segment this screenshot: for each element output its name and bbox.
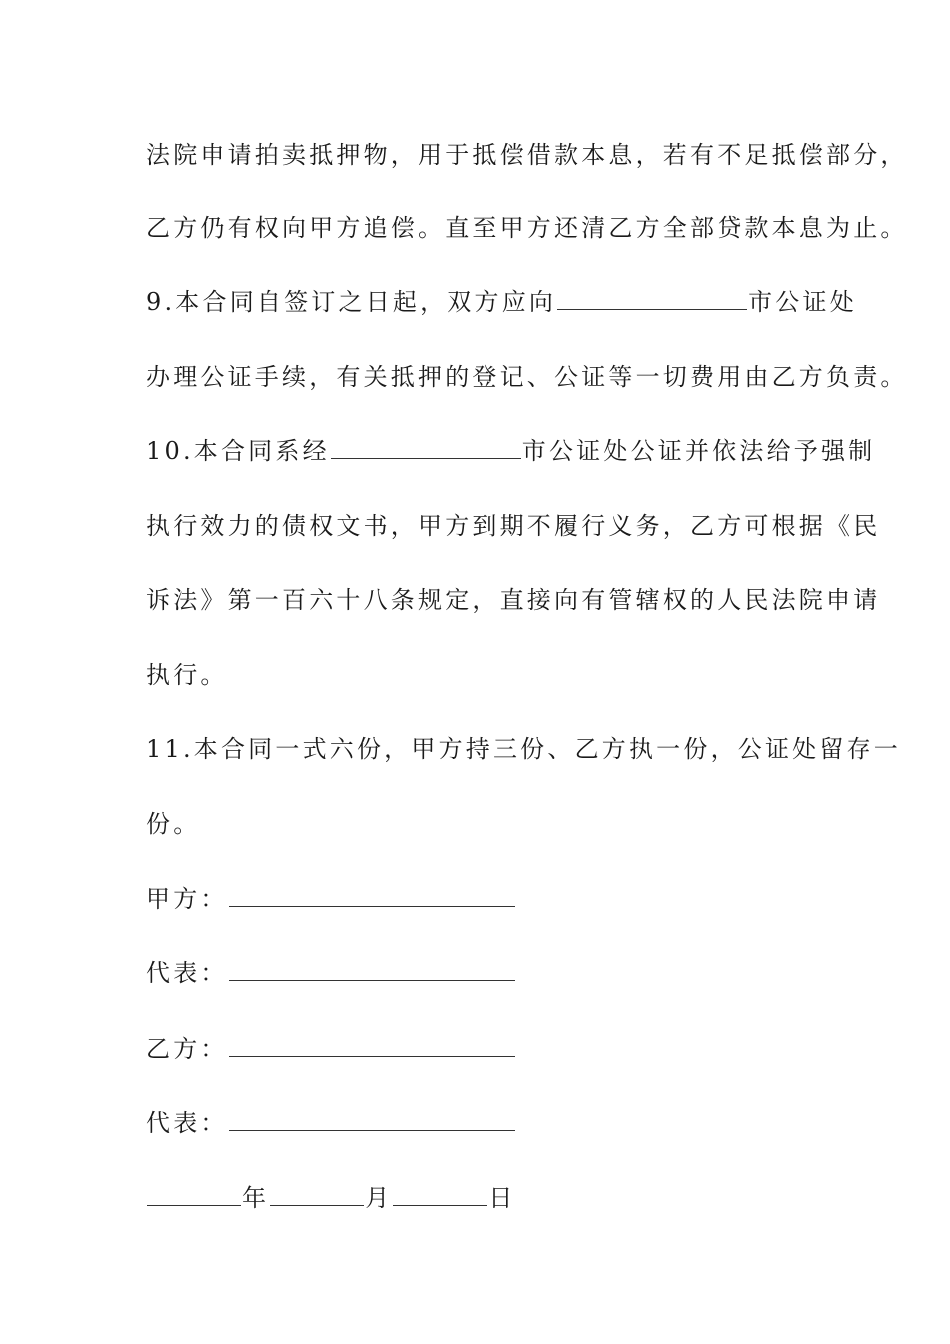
month-label: 月 (365, 1184, 393, 1212)
clause10-line1 (146, 436, 875, 466)
day-blank[interactable] (393, 1183, 487, 1206)
year-label: 年 (242, 1184, 270, 1212)
clause10-line3: 诉法》第一百六十八条规定，直接向有管辖权的人民法院申请 (146, 586, 881, 614)
party-a-rep-line (146, 958, 516, 988)
clause9-prefix: 9.本合同自签订之日起，双方应向 (146, 288, 557, 316)
party-a-rep-blank[interactable] (229, 958, 515, 981)
date-line (146, 1183, 516, 1213)
party-b-line (146, 1034, 516, 1064)
clause8-line2: 乙方仍有权向甲方追偿。直至甲方还清乙方全部贷款本息为止。 (146, 214, 908, 242)
party-b-rep-blank[interactable] (229, 1108, 515, 1131)
clause11-line1: 11.本合同一式六份，甲方持三份、乙方执一份，公证处留存一 (146, 735, 901, 763)
party-a-blank[interactable] (229, 884, 515, 907)
day-label: 日 (488, 1184, 516, 1212)
clause10-line2: 执行效力的债权文书，甲方到期不履行义务，乙方可根据《民 (146, 512, 881, 540)
clause10-line4: 执行。 (146, 661, 228, 689)
clause10-suffix: 市公证处公证并依法给予强制 (521, 437, 876, 465)
party-b-rep-label: 代表： (146, 1109, 228, 1137)
party-a-label: 甲方： (146, 885, 228, 913)
clause11-line2: 份。 (146, 810, 201, 838)
party-b-blank[interactable] (229, 1034, 515, 1057)
city-blank-1[interactable] (557, 287, 747, 310)
party-b-rep-line (146, 1108, 516, 1138)
city-blank-2[interactable] (331, 436, 521, 459)
month-blank[interactable] (270, 1183, 364, 1206)
year-blank[interactable] (147, 1183, 241, 1206)
party-b-label: 乙方： (146, 1035, 228, 1063)
party-a-line (146, 884, 516, 914)
clause8-line1: 法院申请拍卖抵押物，用于抵偿借款本息，若有不足抵偿部分， (146, 141, 908, 169)
clause9-line2: 办理公证手续，有关抵押的登记、公证等一切费用由乙方负责。 (146, 363, 908, 391)
clause9-suffix: 市公证处 (748, 288, 857, 316)
party-a-rep-label: 代表： (146, 959, 228, 987)
clause9-line1 (146, 287, 857, 317)
clause10-prefix: 10.本合同系经 (146, 437, 330, 465)
